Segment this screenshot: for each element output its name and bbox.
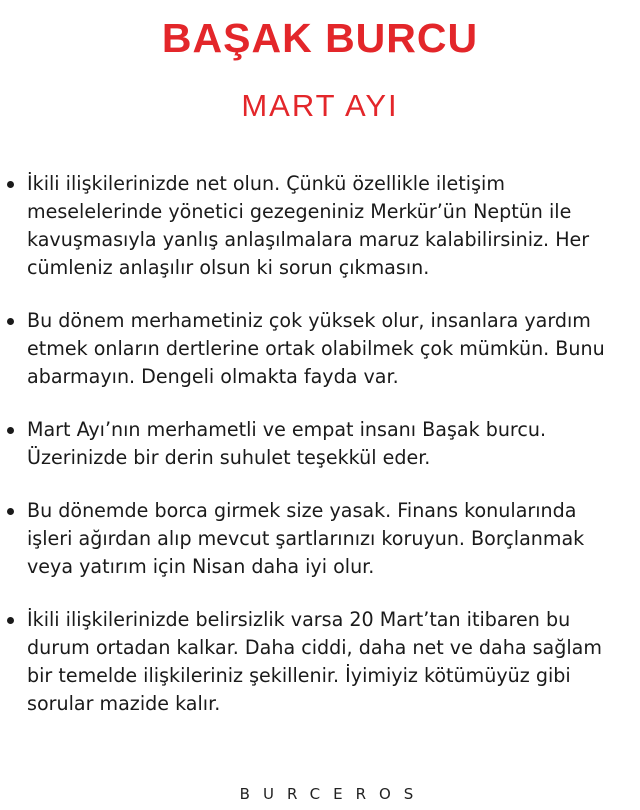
bullet-icon — [7, 617, 14, 624]
bullet-text: Bu dönem merhametiniz çok yüksek olur, insanlara yardım etmek onların dertlerine ortak olabilmek çok mümkün. Bunu abarmayın. Dengeli olmakta fayda var. — [27, 309, 605, 388]
bullet-item — [0, 497, 607, 581]
bullet-item — [0, 606, 607, 718]
bullet-icon — [7, 318, 14, 325]
page-subtitle: MART AYI — [241, 88, 399, 123]
bullet-text: Mart Ayı’nın merhametli ve empat insanı Başak burcu. Üzerinizde bir derin suhulet teşekkül eder. — [27, 418, 547, 469]
bullet-list — [0, 170, 640, 743]
bullet-text: İkili ilişkilerinizde belirsizlik varsa 20 Mart’tan itibaren bu durum ortadan kalkar. Daha ciddi, daha net ve daha sağlam bir temelde ilişkileriniz şekillenir. İyimiyiz kötümüyüz gibi sorular mazide kalır. — [27, 608, 602, 715]
bullet-text: Bu dönemde borca girmek size yasak. Finans konularında işleri ağırdan alıp mevcut şartlarınızı koruyun. Borçlanmak veya yatırım için Nisan daha iyi olur. — [27, 499, 585, 578]
page-title: BAŞAK BURCU — [161, 15, 479, 61]
bullet-item — [0, 416, 607, 472]
bullet-icon — [7, 427, 14, 434]
bullet-item — [0, 307, 607, 391]
bullet-item — [0, 170, 607, 282]
bullet-icon — [7, 181, 14, 188]
brand-footer: BURCEROS — [239, 785, 427, 803]
bullet-text: İkili ilişkilerinizde net olun. Çünkü özellikle iletişim meselelerinde yönetici gezegeniniz Merkür’ün Neptün ile kavuşmasıyla yanlış anlaşılmalara maruz kalabilirsiniz. Her cümleniz anlaşılır olsun ki sorun çıkmasın. — [27, 172, 590, 279]
bullet-icon — [7, 508, 14, 515]
